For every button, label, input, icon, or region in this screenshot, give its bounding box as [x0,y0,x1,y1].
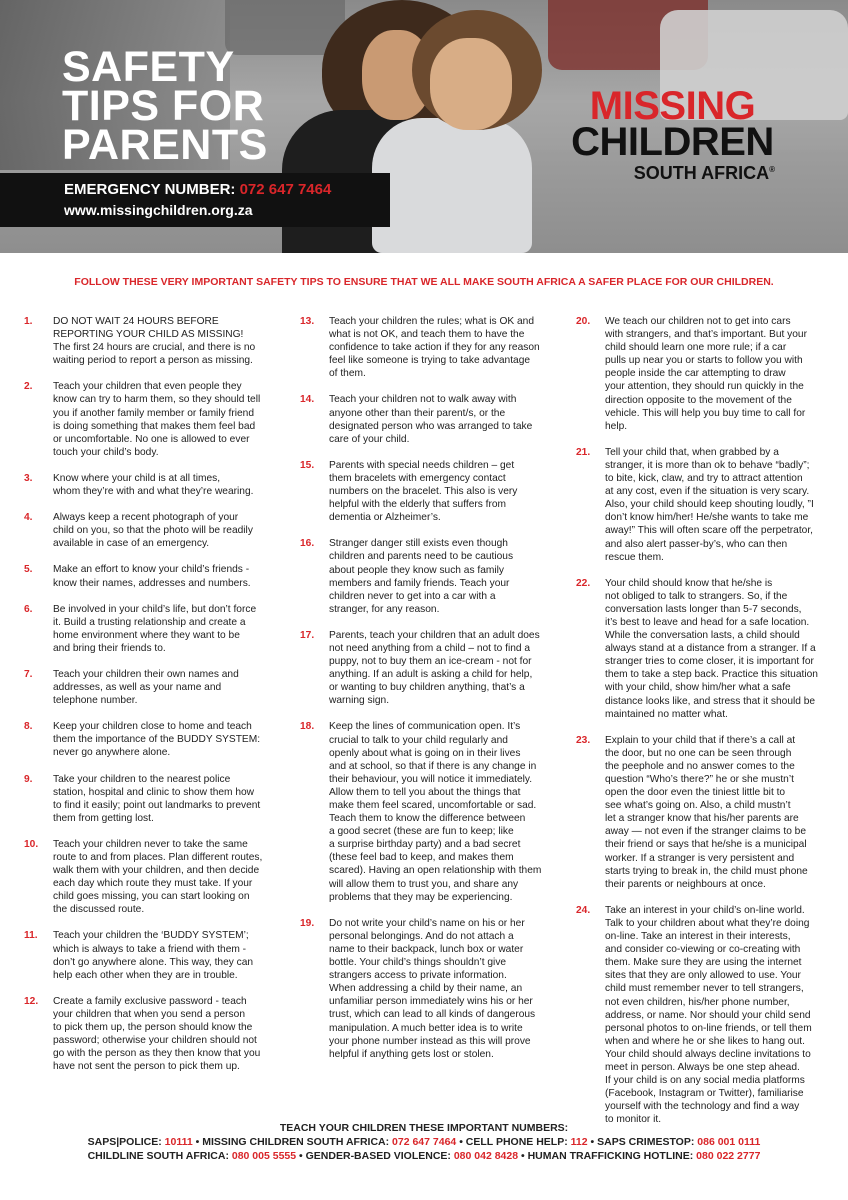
phone-cell-help[interactable]: 112 [570,1136,588,1148]
tip-item: 22. Your child should know that he/she is not obliged to talk to strangers. So, if the conversation lasts longer than 5-7 seconds, it’s best to leave and head for a safe location. While the conversation lasts, a child should always stand at a distance from a stranger. If a stranger tries to come closer, it is important for them to take a step back. Practice this situation with your child, show him/her what a safe distance looks like, and stress that it should be maintained no matter what. [576,577,818,720]
tip-item: 8. Keep your children close to home and teach them the importance of the BUDDY SYSTEM: never go anywhere alone. [24,721,261,759]
tip-item: 23. Explain to your child that if there’s a call at the door, but no one can be seen through the peephole and no answer comes to the question “Who’s there?” he or she mustn’t open the door even the tiniest little bit to see what’s going on. Also, a child mustn’t let a stranger know that his/her parents are away — not even if the stranger claims to be their friend or says that he/she is a municipal worker. If a stranger is very persistent and starts trying to break in, the child must phone their parents or neighbours at once. [576,734,808,890]
tip-item: 4. Always keep a recent photograph of your child on you, so that the photo will be readily available in case of an emergency. [24,512,253,550]
phone-saps[interactable]: 10111 [164,1136,193,1148]
intro-heading: FOLLOW THESE VERY IMPORTANT SAFETY TIPS TO ENSURE THAT WE ALL MAKE SOUTH AFRICA A SAFER PLACE FOR OUR CHILDREN. [74,276,774,288]
tip-item: 15. Parents with special needs children – get them bracelets with emergency contact numbers on the bracelet. This also is very helpful with the elderly that suffers from dementia or Alzheimer’s. [300,459,518,524]
footer-numbers-row-2: CHILDLINE SOUTH AFRICA: 080 005 5555 • GENDER-BASED VIOLENCE: 080 042 8428 • HUMAN TRAFFICKING HOTLINE: 080 022 2777 [87,1150,761,1162]
phone-childline[interactable]: 080 005 5555 [231,1150,297,1162]
emergency-number: EMERGENCY NUMBER: 072 647 7464 [64,181,332,198]
tip-item: 12. Create a family exclusive password - teach your children that when you send a person to pick them up, the person should know the password; otherwise your children should not go with the person as they then know that you have not sent the person to pick them up. [24,995,261,1073]
tip-item: 18. Keep the lines of communication open. It’s crucial to talk to your child regularly and openly about what is going on in their lives and at school, so that if there is any change in their behaviour, you will notice it immediately. Allow them to tell you about the things that make them feel scared, uncomfortable or sad. Teach them to know the difference between a good secret (these are fun to keep; like a surprise birthday party) and a bad secret (these feel bad to keep, and makes them scared). Having an open relationship with them will allow them to trust you, and share any problems that they may be experiencing. [300,721,542,903]
page-title: SAFETY TIPS FOR PARENTS [62,43,268,169]
important-numbers-footer [0,1121,848,1163]
tip-item: 17. Parents, teach your children that an adult does not need anything from a child – not to find a puppy, not to buy them an ice-cream - not for anything. If an adult is asking a child for help, or wanting to buy children anything, that’s a warning sign. [300,629,540,707]
tip-item: 20. We teach our children not to get into cars with strangers, and that’s important. But your child should learn one more rule; if a car pulls up near you or starts to follow you with people inside the car attempting to draw your attention, they should run quickly in the direction opposite to the movement of the vehicle. This will help you buy time to call for help. [576,316,807,432]
tip-item: 19. Do not write your child’s name on his or her personal belongings. And do not attach a name to their backpack, lunch box or water bottle. Your child’s things shouldn’t give strangers access to private information. When addressing a child by their name, an unfamiliar person immediately wins his or her trust, which can lead to all kinds of dangerous manipulation. A much better idea is to write your phone number instead as this will prove helpful if anything gets lost or stolen. [300,917,536,1060]
tip-item: 13. Teach your children the rules; what is OK and what is not OK, and teach them to have the confidence to take action if they for any reason feel like someone is trying to take advantage of them. [300,316,540,380]
tip-item: 5. Make an effort to know your child’s friends - know their names, addresses and numbers. [24,564,251,589]
tip-item: 3. Know where your child is at all times, whom they’re with and what they’re wearing. [24,472,254,498]
missing-children-logo: MISSING CHILDREN SOUTH AFRICA® [571,84,775,183]
phone-crimestop[interactable]: 086 001 0111 [697,1136,761,1148]
emergency-phone[interactable]: 072 647 7464 [239,181,332,198]
tip-item: 16. Stranger danger still exists even though children and parents need to be cautious about people they know such as family members and family friends. Teach your children never to get into a car with a stranger, for any reason. [300,538,514,615]
tip-item: 9. Take your children to the nearest police station, hospital and clinic to show them how to find it easily; point out landmarks to prevent them from getting lost. [24,773,261,824]
hero-banner [0,0,848,253]
phone-trafficking[interactable]: 080 022 2777 [696,1150,761,1162]
phone-missing-children[interactable]: 072 647 7464 [392,1136,457,1148]
tip-item: 7. Teach your children their own names and addresses, as well as your name and telephone number. [24,668,239,707]
footer-numbers-row-1: SAPS|POLICE: 10111 • MISSING CHILDREN SOUTH AFRICA: 072 647 7464 • CELL PHONE HELP: 112 • SAPS CRIMESTOP: 086 001 0111 [87,1136,761,1148]
tip-item: 24. Take an interest in your child’s on-line world. Talk to your children about what they’re doing on-line. Take an interest in their interests, and consider co-viewing or co-creating with them. Make sure they are using the internet sites that they are only allowed to use. Your child must remember never to tell strangers, not even children, his/her phone number, address, or name. Nor should your child send personal photos to on-line friends, or tell them when and where he or she likes to hang out. Your child should always decline invitations to meet in person. Always be one step ahead. If your child is on any social media platforms (Facebook, Instagram or Twitter), familiarise yourself with the technology and find a way to monitor it. [576,904,812,1126]
tip-item: 2. Teach your children that even people they know can try to harm them, so they should tell you if another family member or family friend is doing something that makes them feel bad or uncomfortable. No one is allowed to ever touch your child’s body. [24,381,261,458]
footer-heading: TEACH YOUR CHILDREN THESE IMPORTANT NUMBERS: [279,1122,569,1134]
tips-column-1 [24,315,276,1086]
tip-item: 11. Teach your children the ‘BUDDY SYSTEM’; which is always to take a friend with them - don’t go anywhere alone. This way, they can help each other when they are in trouble. [24,930,254,981]
tip-item: 1. DO NOT WAIT 24 HOURS BEFORE REPORTING YOUR CHILD AS MISSING! The first 24 hours are crucial, and there is no waiting period to report a person as missing. [24,316,256,367]
tip-item: 6. Be involved in your child’s life, but don’t force it. Build a trusting relationship and create a home environment where they want to be and bring their friends to. [24,603,257,654]
tip-item: 14. Teach your children not to walk away with anyone other than their parent/s, or the designated person who was arranged to take care of your child. [300,394,533,445]
tip-item: 10. Teach your children never to take the same route to and from places. Plan different routes, walk them with your children, and then decide each day which route they must take. If your child goes missing, you can start looking on the discussed route. [24,838,263,916]
tip-item: 21. Tell your child that, when grabbed by a stranger, it is more than ok to behave “badly”; to bite, kick, claw, and try to attract attention at any cost, even if the situation is very scary. Also, your child should keep shouting loudly, ”I don’t know him/her! He/she wants to take me away!” This will often scare off the perpetrator, and also alert passer-by’s, who can then rescue them. [576,446,814,563]
tips-column-3 [576,315,828,1139]
website-link[interactable]: www.missingchildren.org.za [64,202,253,218]
phone-gbv[interactable]: 080 042 8428 [453,1150,519,1162]
tips-column-2 [300,315,554,1074]
